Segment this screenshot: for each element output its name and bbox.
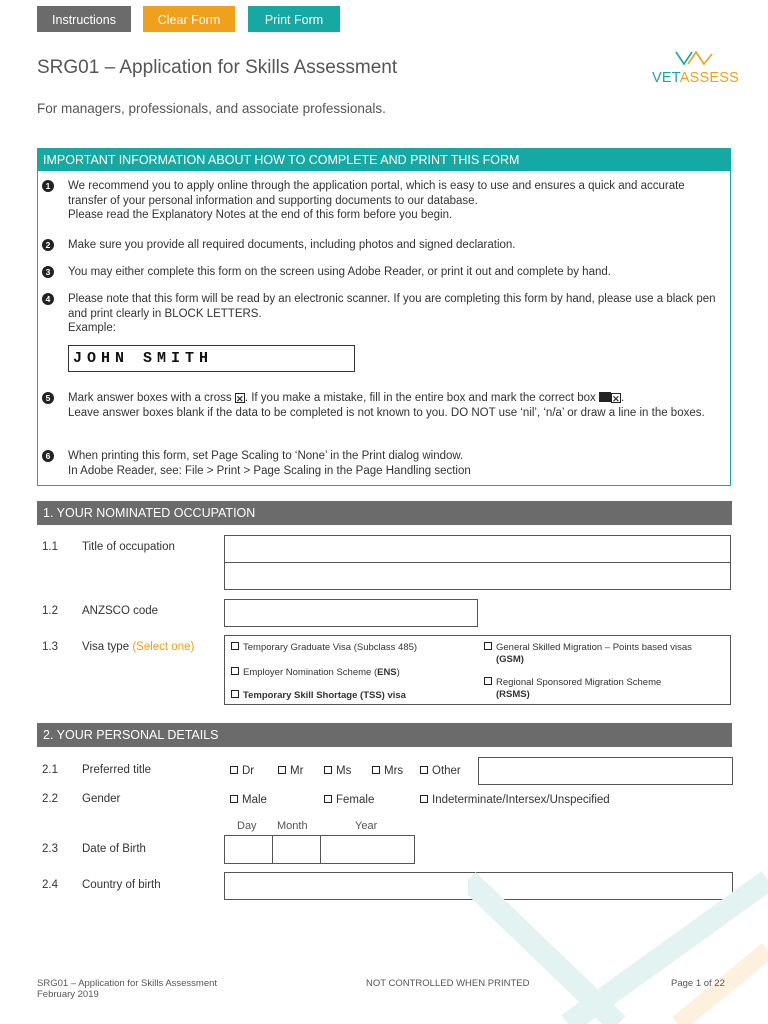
anzsco-code-label: ANZSCO code	[82, 605, 159, 617]
step-number: 2	[42, 239, 54, 251]
checkbox[interactable]	[230, 795, 238, 803]
footer-doc-name: SRG01 – Application for Skills Assessment	[37, 978, 218, 989]
gender-option-indeterminate[interactable]: Indeterminate/Intersex/Unspecified	[420, 794, 610, 806]
important-info-box	[37, 148, 731, 486]
question-number: 1.3	[42, 641, 58, 653]
title-option-mr[interactable]: Mr	[278, 765, 303, 777]
watermark-chevron-icon	[468, 820, 768, 1024]
checkbox[interactable]	[372, 766, 380, 774]
visa-option-tss[interactable]: Temporary Skill Shortage (TSS) visa	[231, 690, 406, 702]
info-heading: IMPORTANT INFORMATION ABOUT HOW TO COMPLETE AND PRINT THIS FORM	[38, 149, 730, 171]
checkbox[interactable]	[484, 677, 492, 685]
dob-day-label: Day	[237, 820, 257, 832]
anzsco-code-input[interactable]	[224, 599, 478, 627]
info-item-1: We recommend you to apply online through the application portal, which is easy to use and ensures a quick and accurate transfer of your personal information and supporting documents to our database. Please read the Explanatory Notes at the end of this form before you begin.	[68, 180, 685, 221]
select-one-hint: (Select one)	[132, 641, 195, 653]
gender-option-male[interactable]: Male	[230, 794, 267, 806]
question-number: 2.4	[42, 879, 58, 891]
step-number: 6	[42, 450, 54, 462]
logo-text-vet: VET	[652, 70, 680, 86]
date-of-birth-label: Date of Birth	[82, 843, 146, 855]
question-number: 2.3	[42, 843, 58, 855]
checkbox[interactable]	[324, 795, 332, 803]
question-number: 1.2	[42, 605, 58, 617]
checkbox[interactable]	[231, 667, 239, 675]
visa-type-options	[224, 635, 731, 705]
info-item-6: When printing this form, set Page Scaling to ‘None’ in the Print dialog window. In Adobe Reader, see: File > Print > Page Scaling in the Page Handling section	[68, 450, 471, 477]
checkbox[interactable]	[420, 795, 428, 803]
clear-form-button[interactable]: Clear Form	[143, 6, 235, 32]
info-item-2: Make sure you provide all required documents, including photos and signed declaration.	[68, 239, 516, 251]
page-title: SRG01 – Application for Skills Assessment	[37, 57, 398, 78]
checkbox[interactable]	[231, 690, 239, 698]
page-subtitle: For managers, professionals, and associate professionals.	[37, 101, 386, 116]
instructions-button[interactable]: Instructions	[37, 6, 131, 32]
logo-mark-icon	[674, 48, 714, 70]
footer-page-number: Page 1 of 22	[671, 978, 725, 989]
preferred-title-label: Preferred title	[82, 764, 152, 776]
checkbox[interactable]	[231, 642, 239, 650]
visa-option-rsms[interactable]: Regional Sponsored Migration Scheme (RSMS)	[484, 677, 661, 700]
info-item-5: Mark answer boxes with a cross ✕. If you make a mistake, fill in the entire box and mark the correct box ✕. Leave answer boxes blank if the data to be completed is not known to you. DO NOT use ‘nil’, ‘n/a’ or draw a line in the boxes.	[68, 392, 705, 419]
checkbox[interactable]	[324, 766, 332, 774]
title-option-ms[interactable]: Ms	[324, 765, 351, 777]
section-2-heading: 2. YOUR PERSONAL DETAILS	[37, 723, 732, 747]
example-block-letters: JOHN SMITH	[68, 345, 355, 372]
question-number: 1.1	[42, 541, 58, 553]
dob-month-input[interactable]	[272, 835, 321, 864]
question-number: 2.1	[42, 764, 58, 776]
step-number: 4	[42, 293, 54, 305]
step-number: 5	[42, 392, 54, 404]
visa-option-tgv[interactable]: Temporary Graduate Visa (Subclass 485)	[231, 642, 417, 654]
footer-date: February 2019	[37, 989, 99, 1000]
question-number: 2.2	[42, 793, 58, 805]
crossed-box-icon: ✕	[236, 394, 244, 404]
info-item-3: You may either complete this form on the screen using Adobe Reader, or print it out and complete by hand.	[68, 266, 611, 278]
occupation-title-label: Title of occupation	[82, 541, 175, 553]
vetassess-logo	[652, 48, 739, 92]
gender-label: Gender	[82, 793, 121, 805]
country-of-birth-label: Country of birth	[82, 879, 161, 891]
gender-option-female[interactable]: Female	[324, 794, 374, 806]
dob-day-input[interactable]	[224, 835, 273, 864]
checkbox[interactable]	[420, 766, 428, 774]
title-option-mrs[interactable]: Mrs	[372, 765, 403, 777]
step-number: 3	[42, 266, 54, 278]
footer-doc-info	[37, 978, 217, 1000]
step-number: 1	[42, 180, 54, 192]
visa-option-ens[interactable]: Employer Nomination Scheme (ENS)	[231, 667, 400, 679]
crossed-box-icon: ✕	[612, 394, 620, 404]
checkbox[interactable]	[230, 766, 238, 774]
dob-year-label: Year	[355, 820, 378, 832]
logo-text-assess: ASSESS	[679, 70, 739, 86]
section-1-heading: 1. YOUR NOMINATED OCCUPATION	[37, 501, 732, 525]
filled-box-icon	[599, 392, 611, 402]
title-option-other[interactable]: Other	[420, 765, 461, 777]
checkbox[interactable]	[484, 642, 492, 650]
occupation-title-input-1[interactable]	[224, 535, 731, 563]
dob-month-label: Month	[277, 820, 308, 832]
print-form-button[interactable]: Print Form	[248, 6, 340, 32]
visa-option-gsm[interactable]: General Skilled Migration – Points based visas (GSM)	[484, 642, 692, 665]
footer-notice: NOT CONTROLLED WHEN PRINTED	[366, 978, 530, 989]
dob-year-input[interactable]	[320, 835, 415, 864]
other-title-input[interactable]	[478, 757, 733, 785]
occupation-title-input-2[interactable]	[224, 562, 731, 590]
checkbox[interactable]	[278, 766, 286, 774]
info-item-4: Please note that this form will be read by an electronic scanner. If you are completing this form by hand, please use a black pen and print clearly in BLOCK LETTERS. Example:	[68, 293, 716, 334]
title-option-dr[interactable]: Dr	[230, 765, 254, 777]
visa-type-label: Visa type (Select one)	[82, 641, 195, 653]
